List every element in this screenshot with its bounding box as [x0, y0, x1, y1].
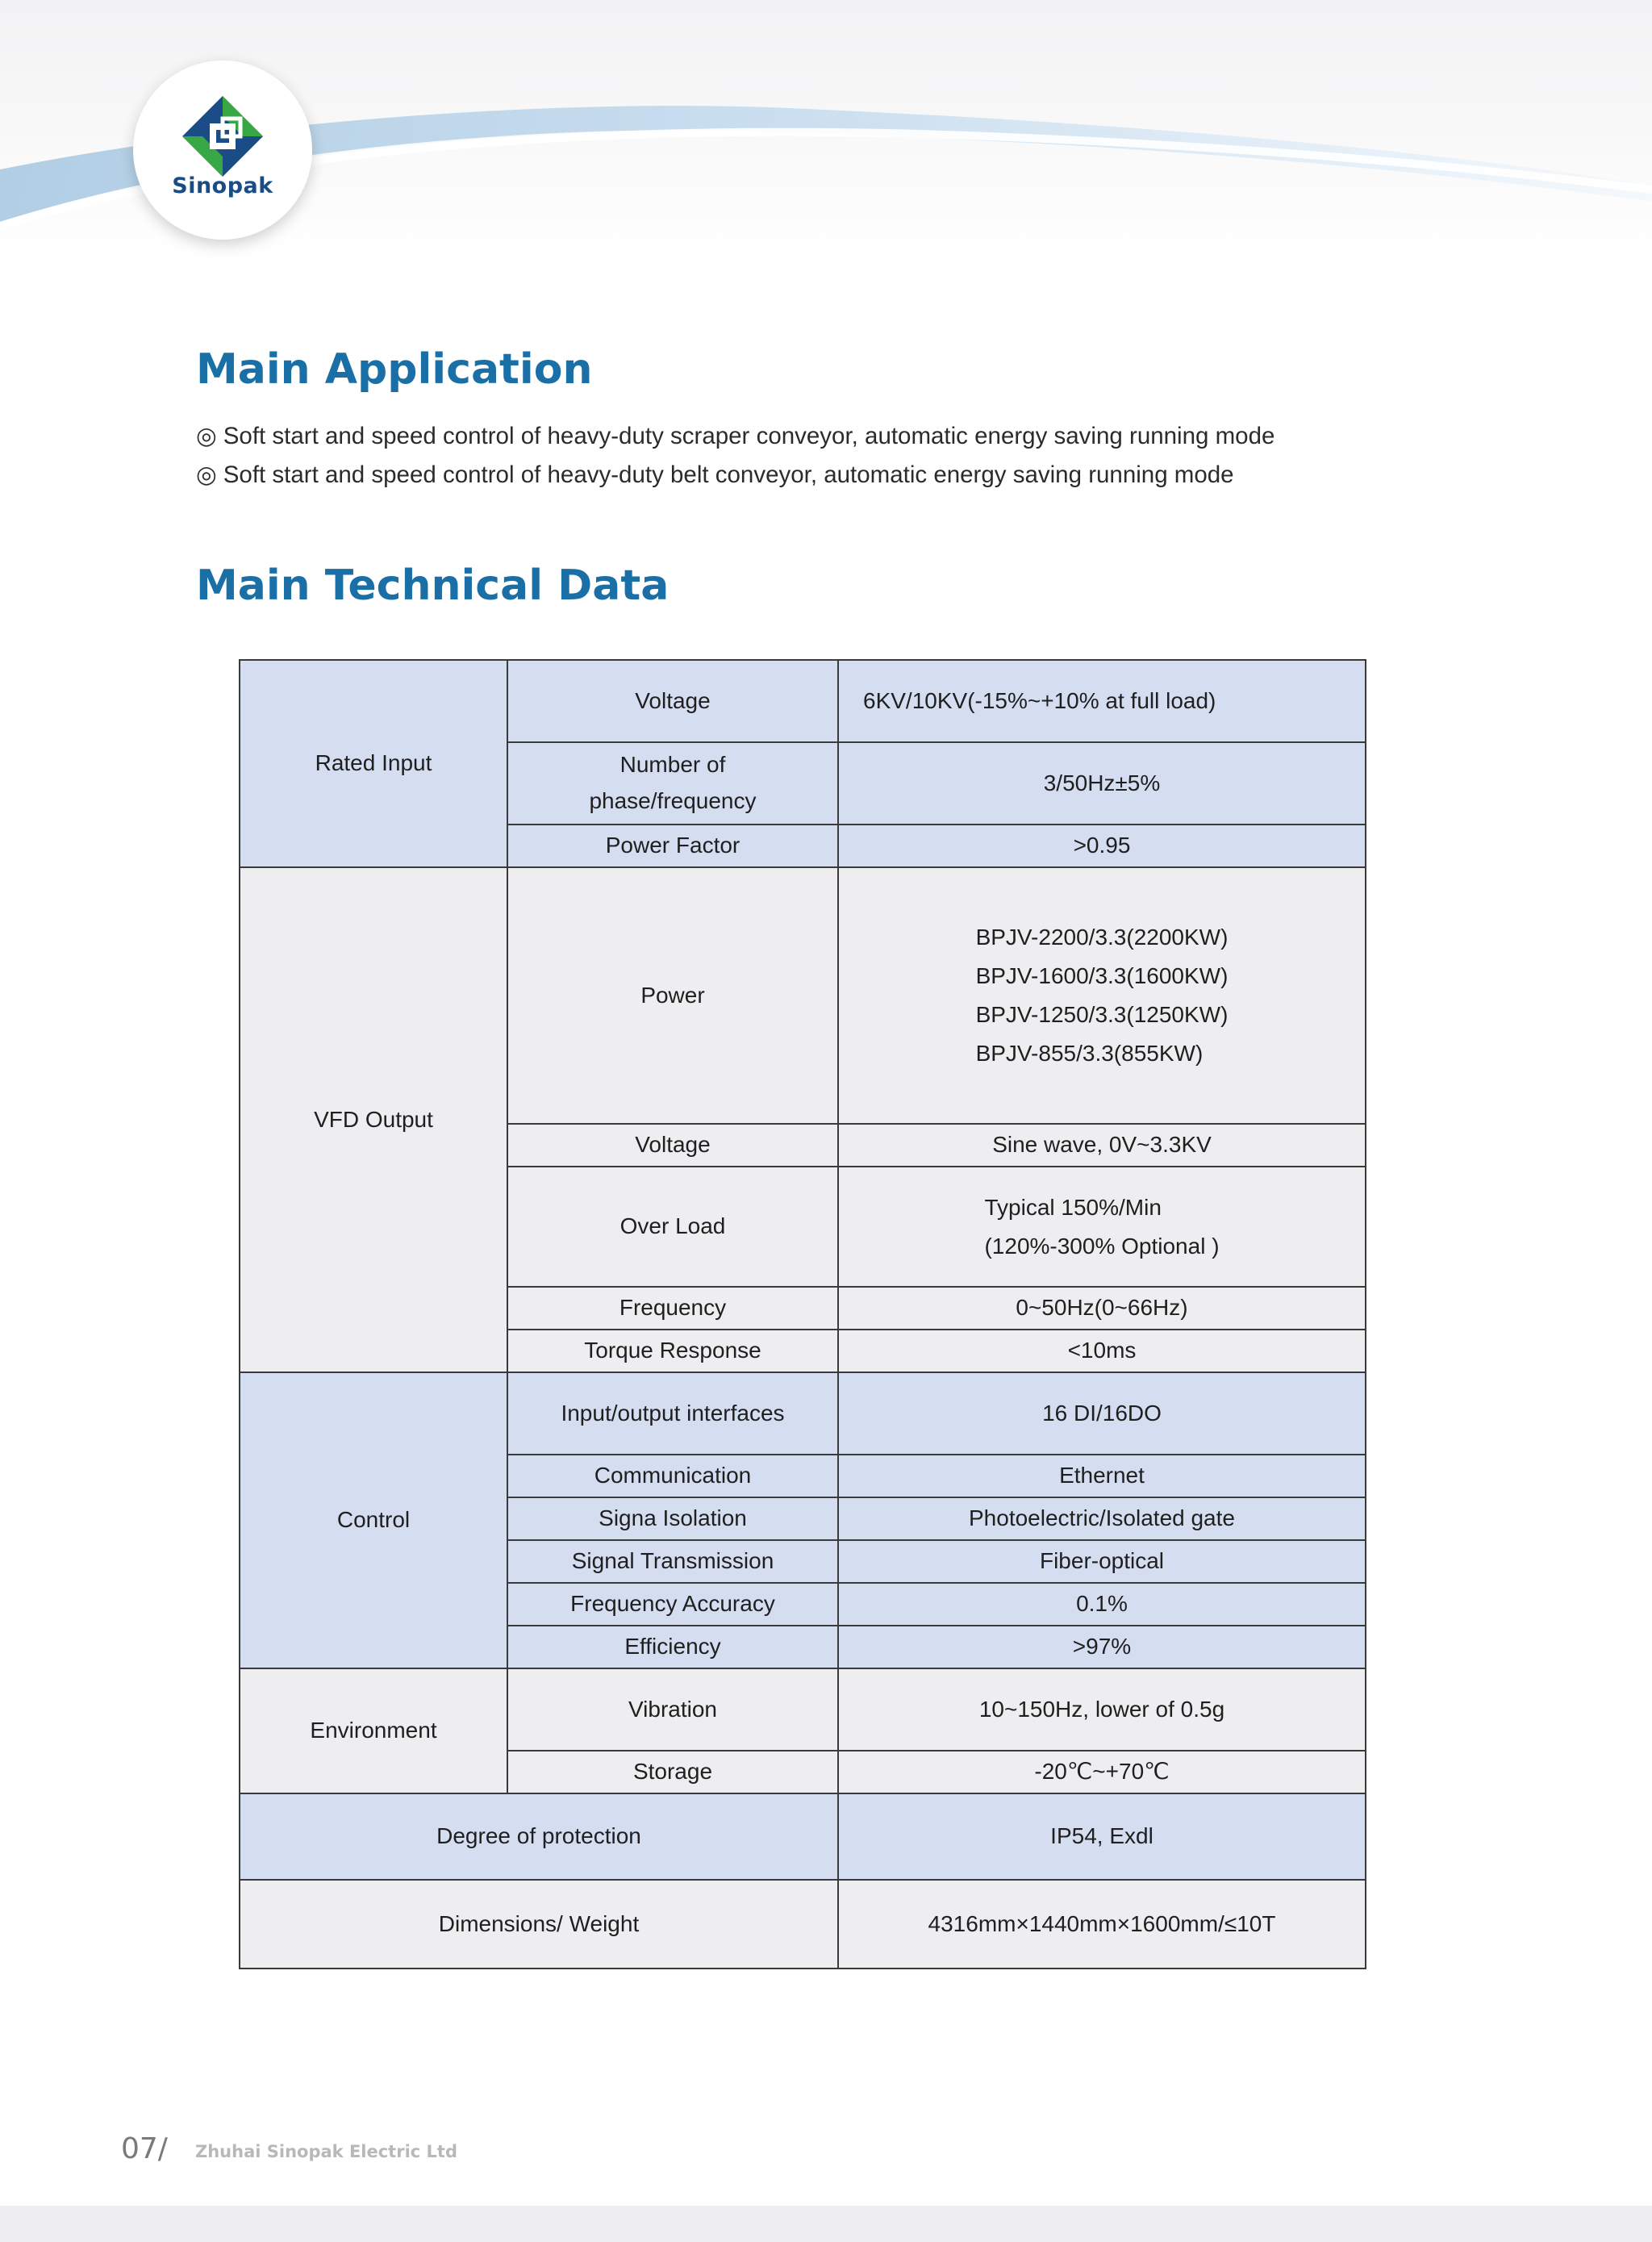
param-label: Input/output interfaces	[507, 1372, 838, 1455]
application-item	[196, 422, 1274, 450]
param-value: 3/50Hz±5%	[838, 742, 1366, 825]
group-control: Control	[240, 1372, 507, 1668]
table-row	[240, 1372, 1366, 1455]
param-value: Ethernet	[838, 1455, 1366, 1497]
param-value: <10ms	[838, 1330, 1366, 1372]
footer-company-name: Zhuhai Sinopak Electric Ltd	[195, 2142, 457, 2161]
param-value: 6KV/10KV(-15%~+10% at full load)	[838, 660, 1366, 742]
param-value: IP54, Exdl	[838, 1793, 1366, 1880]
param-label: Vibration	[507, 1668, 838, 1751]
table-row	[240, 1793, 1366, 1880]
param-value: 16 DI/16DO	[838, 1372, 1366, 1455]
param-value: >97%	[838, 1626, 1366, 1668]
param-label: Communication	[507, 1455, 838, 1497]
section-title-technical-data: Main Technical Data	[196, 562, 670, 610]
param-value: 4316mm×1440mm×1600mm/≤10T	[838, 1880, 1366, 1969]
bullet-icon: ◎	[196, 423, 217, 449]
param-label: Signal Transmission	[507, 1540, 838, 1583]
param-label: Dimensions/ Weight	[240, 1880, 838, 1969]
bullet-icon: ◎	[196, 461, 217, 488]
param-label: Storage	[507, 1751, 838, 1793]
param-value	[838, 1167, 1366, 1287]
application-item-text: Soft start and speed control of heavy-duty scraper conveyor, automatic energy saving running mode	[223, 423, 1275, 449]
technical-data-table	[239, 659, 1366, 1969]
param-label-line: Number of	[620, 752, 726, 778]
group-rated-input: Rated Input	[240, 660, 507, 867]
table-row	[240, 867, 1366, 1124]
overload-values	[984, 1188, 1219, 1266]
param-value	[838, 867, 1366, 1124]
power-model: BPJV-1250/3.3(1250KW)	[975, 1002, 1229, 1027]
param-value: >0.95	[838, 825, 1366, 867]
param-label: Frequency	[507, 1287, 838, 1330]
power-model: BPJV-1600/3.3(1600KW)	[975, 963, 1229, 988]
power-model: BPJV-2200/3.3(2200KW)	[975, 925, 1229, 950]
param-label: Frequency Accuracy	[507, 1583, 838, 1626]
param-label: Efficiency	[507, 1626, 838, 1668]
param-value: Sine wave, 0V~3.3KV	[838, 1124, 1366, 1167]
table-row	[240, 1880, 1366, 1969]
overload-line: Typical 150%/Min	[984, 1194, 1162, 1220]
param-label: Torque Response	[507, 1330, 838, 1372]
group-vfd-output: VFD Output	[240, 867, 507, 1372]
param-label: Degree of protection	[240, 1793, 838, 1880]
param-value: 10~150Hz, lower of 0.5g	[838, 1668, 1366, 1751]
table-row	[240, 660, 1366, 742]
param-label: Voltage	[507, 1124, 838, 1167]
logo-badge[interactable]	[133, 61, 312, 240]
param-value: -20℃~+70℃	[838, 1751, 1366, 1793]
power-model: BPJV-855/3.3(855KW)	[975, 1041, 1204, 1066]
footer-strip	[0, 2206, 1652, 2242]
application-item	[196, 461, 1234, 489]
param-label	[507, 742, 838, 825]
param-label-line: phase/frequency	[589, 788, 757, 813]
sinopak-logo-icon	[181, 94, 265, 178]
logo-wordmark: Sinopak	[172, 173, 273, 198]
application-item-text: Soft start and speed control of heavy-duty belt conveyor, automatic energy saving running mode	[223, 461, 1234, 488]
param-value: 0~50Hz(0~66Hz)	[838, 1287, 1366, 1330]
page-number: 07/	[121, 2132, 168, 2165]
param-label: Signa Isolation	[507, 1497, 838, 1540]
group-environment: Environment	[240, 1668, 507, 1793]
param-value: 0.1%	[838, 1583, 1366, 1626]
param-value: Photoelectric/Isolated gate	[838, 1497, 1366, 1540]
param-label: Over Load	[507, 1167, 838, 1287]
overload-line: (120%-300% Optional )	[984, 1233, 1220, 1259]
section-title-application: Main Application	[196, 345, 593, 394]
param-label: Power	[507, 867, 838, 1124]
param-value: Fiber-optical	[838, 1540, 1366, 1583]
power-model-list	[976, 918, 1229, 1073]
table-row	[240, 1668, 1366, 1751]
param-label: Voltage	[507, 660, 838, 742]
param-label: Power Factor	[507, 825, 838, 867]
